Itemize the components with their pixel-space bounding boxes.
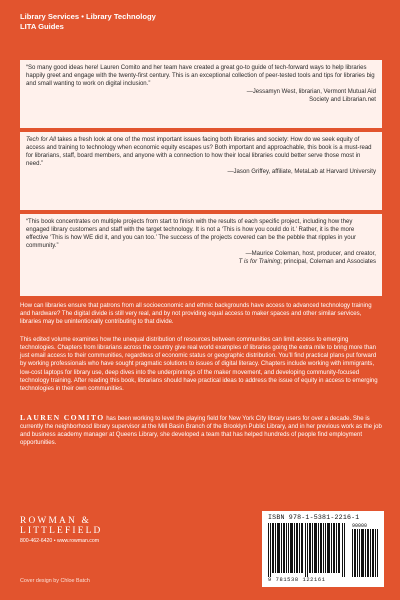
- review-box-1: [20, 60, 382, 128]
- review-attribution-3a: —Maurice Coleman, host, producer, and creator,: [245, 251, 376, 258]
- review-quote-2-text: takes a fresh look at one of the most important issues facing both libraries and society: How do we seek equity of access and training to technology when economic equity escapes us? Both important and approachable, this book is a must-read for librarians, staff, board members, and anyone with a connection to how their local libraries could better serve those most in need.”: [26, 137, 372, 168]
- review-quote-3: “This book concentrates on multiple projects from start to finish with the results of each specific project, including how they engaged library customers and staff with the target technology. It is not a ‘This is how you could do it.’ Rather, it is the more effective ‘This is how WE did it, and you can too.’ The success of the projects covered can be the pebble that ripples in your community.”: [26, 219, 356, 250]
- description-paragraph-2: This edited volume examines how the unequal distribution of resources between communities can limit access to emerging technologies. Chapters from librarians across the country give real world examples of libraries going the extra mile to bring more than just email access to their communities, regardless of economic status or geographic distribution. You’ll find practical plans put forward by working professionals who have sought pragmatic solutions to issues of digital literacy. Chapters include working with immigrants, low-cost laptops for library use, deep dives into the underpinnings of the maker movement, and developing community-focused technology training. After reading this book, librarians should have practical ideas to address the issue of equity in access to emerging technologies in their own communities.: [20, 337, 378, 392]
- barcode-digits: 9 781538 122161: [268, 577, 326, 583]
- publisher-logo: [20, 516, 103, 544]
- price-code: 90000: [352, 523, 368, 529]
- barcode-box: [262, 511, 384, 587]
- publisher-name-line-1: ROWMAN &: [20, 516, 91, 526]
- review-box-2: [20, 132, 382, 210]
- author-bio: [20, 414, 382, 448]
- training-title-italic: T is for Training: [238, 259, 281, 266]
- series-header: [20, 12, 156, 32]
- author-name: LAUREN COMITO: [20, 413, 105, 422]
- price-barcode-icon: [352, 529, 378, 577]
- review-box-3: [20, 214, 382, 296]
- isbn-text: ISBN 978-1-5381-2216-1: [268, 514, 360, 521]
- review-quote-2: [26, 136, 376, 168]
- review-attribution-1b: Society and Librarian.net: [309, 97, 376, 104]
- series-line-1: Library Services • Library Technology: [20, 12, 156, 21]
- book-title-italic: Tech for All: [26, 137, 56, 143]
- series-line-2: LITA Guides: [20, 22, 64, 31]
- review-quote-1: “So many good ideas here! Lauren Comito and her team have created a great go-to guide of tech-forward ways to help libraries happily greet and engage with the twenty-first century. This is an exceptional collection of peer-tested tools and tips for libraries big and small wanting to work on digital inclusion.”: [26, 65, 375, 88]
- description-paragraph-1: How can libraries ensure that patrons from all socioeconomic and ethnic backgrounds have access to advanced technology training and hardware? The digital divide is still very real, and by not providing equal access to maker spaces and other similar services, libraries may be unintentionally contributing to that divide.: [20, 303, 372, 326]
- review-attribution-3b-text: ; principal, Coleman and Associates: [280, 259, 376, 266]
- barcode-icon: [268, 523, 348, 577]
- author-bio-text: has been working to level the playing field for New York City library users for over a decade. She is currently the neighborhood library supervisor at the Mill Basin Branch of the Brooklyn Public Library, and in her previous work as the job and business academy manager at Queens Library, she developed a team that has helped hundreds of people find employment opportunities.: [20, 416, 382, 447]
- review-attribution-3b: [26, 258, 376, 266]
- review-attribution-1a: —Jessamyn West, librarian, Vermont Mutual Aid: [246, 89, 376, 96]
- review-attribution-2: —Jason Griffey, affiliate, MetaLab at Harvard University: [227, 169, 376, 176]
- publisher-contact: 800-462-6420 • www.rowman.com: [20, 538, 100, 544]
- cover-design-credit: Cover design by Chloe Batch: [20, 578, 90, 584]
- publisher-name-line-2: LITTLEFIELD: [20, 526, 103, 536]
